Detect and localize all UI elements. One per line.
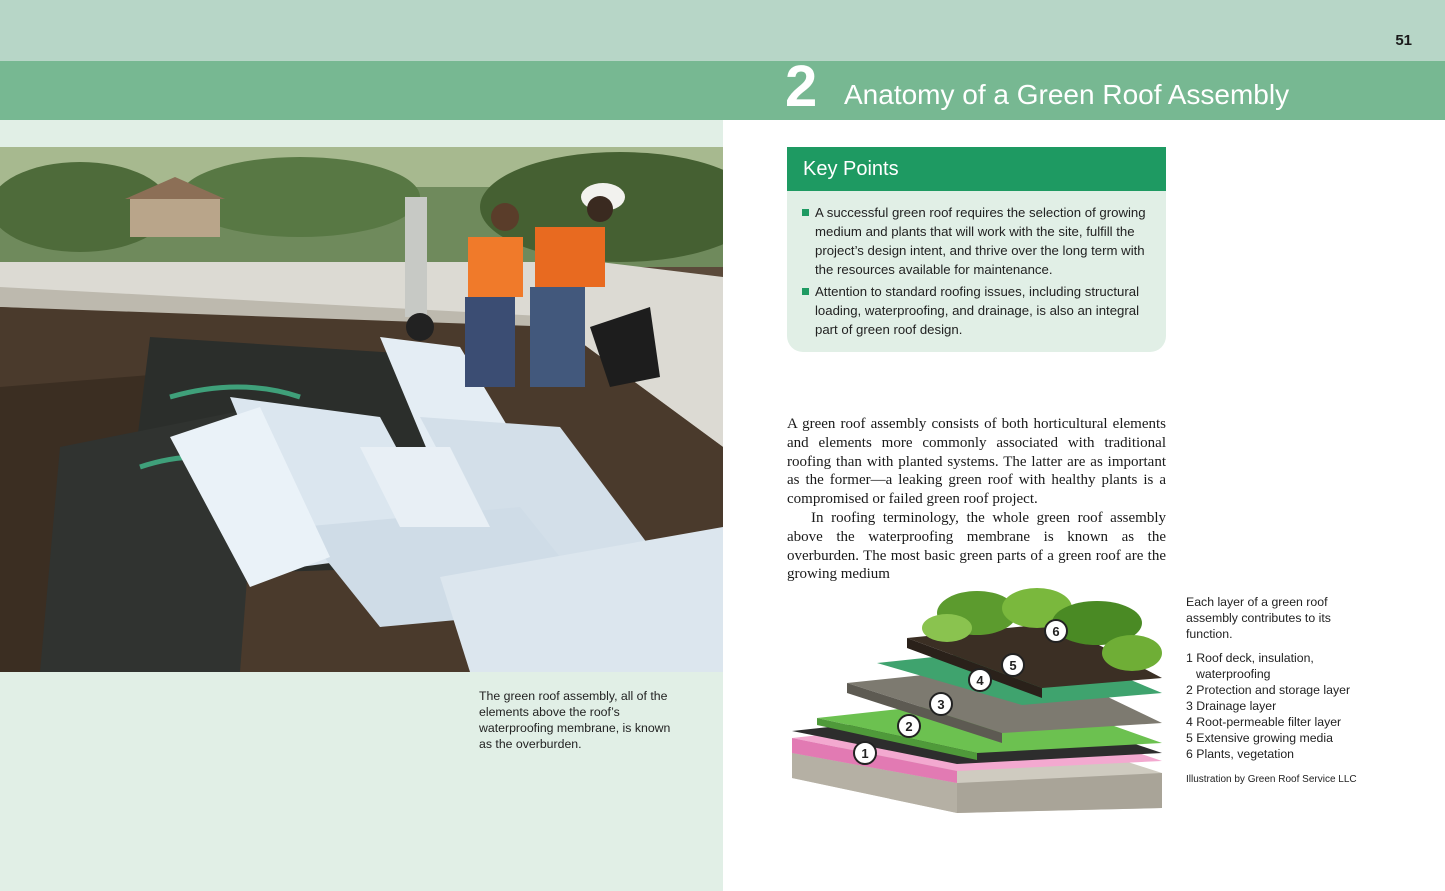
key-points-box xyxy=(787,147,1166,352)
chapter-title: Anatomy of a Green Roof Assembly xyxy=(844,79,1290,110)
green-roof-layers-illustration xyxy=(787,583,1162,813)
layer-list xyxy=(1186,650,1371,762)
key-point-item xyxy=(802,282,1152,339)
illustration-caption xyxy=(1186,594,1371,788)
layer-label-1 xyxy=(854,742,876,764)
chapter-number: 2 xyxy=(785,54,818,119)
key-point-item xyxy=(802,203,1152,279)
layer-label-2 xyxy=(898,715,920,737)
illustration-credit: Illustration by Green Roof Service LLC xyxy=(1186,774,1357,785)
key-points-list xyxy=(787,191,1166,339)
svg-text:5: 5 xyxy=(1009,658,1017,673)
svg-text:3: 3 xyxy=(937,697,945,712)
layer-item: 5 Extensive growing media xyxy=(1186,731,1333,745)
body-paragraph: A green roof assembly consists of both horticultural elements and elements more commonly associated with traditional roofing than with planted systems. The latter are as important as the former—a leaking green roof with healthy plants is a compromised or failed green roof project. xyxy=(787,416,1166,508)
roof-installation-photo xyxy=(0,147,723,672)
layer-item: 3 Drainage layer xyxy=(1186,699,1277,713)
body-paragraph: In roofing terminology, the whole green roof assembly above the waterproofing membrane is known as the overburden. The most basic green parts of a green roof are the growing medium xyxy=(787,509,1166,583)
layer-label-3 xyxy=(930,693,952,715)
illustration-intro: Each layer of a green roof assembly contributes to its function. xyxy=(1186,595,1331,641)
svg-text:2: 2 xyxy=(905,719,913,734)
layer-item: 4 Root-permeable filter layer xyxy=(1186,715,1342,729)
svg-text:1: 1 xyxy=(861,746,869,761)
layer-item: 1 Roof deck, insulation, waterproofing xyxy=(1186,651,1314,681)
top-band xyxy=(0,0,1445,61)
key-points-heading: Key Points xyxy=(787,147,1166,191)
svg-text:4: 4 xyxy=(976,673,984,688)
square-bullet-icon xyxy=(802,288,809,295)
svg-text:6: 6 xyxy=(1052,624,1060,639)
photo-caption: The green roof assembly, all of the elements above the roof’s waterproofing membrane, is known as the overburden. xyxy=(479,689,671,751)
layer-label-4 xyxy=(969,669,991,691)
layer-label-6 xyxy=(1045,620,1067,642)
layer-label-5 xyxy=(1002,654,1024,676)
key-point-text: A successful green roof requires the selection of growing medium and plants that will work with the site, fulfill the project’s design intent, and thrive over the long term with the resources available for maintenance. xyxy=(815,205,1146,277)
key-point-text: Attention to standard roofing issues, including structural loading, waterproofing, and drainage, is also an integral part of green roof design. xyxy=(815,284,1140,337)
layer-item: 6 Plants, vegetation xyxy=(1186,747,1295,761)
square-bullet-icon xyxy=(802,209,809,216)
body-text xyxy=(787,415,1166,584)
layer-item: 2 Protection and storage layer xyxy=(1186,683,1351,697)
page-number: 51 xyxy=(1395,32,1412,49)
